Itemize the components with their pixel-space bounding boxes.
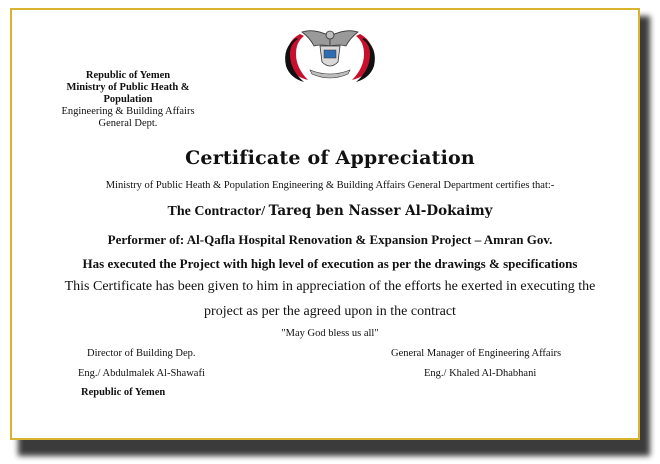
executed-line: Has executed the Project with high level of execution as per the drawings & specifications — [82, 256, 578, 271]
contractor-name: Tareq ben Nasser Al-Dokaimy — [268, 203, 493, 219]
issuer-ministry-line1: Ministry of Public Heath & — [66, 82, 190, 93]
contractor-label: The Contractor/ — [167, 204, 266, 219]
right-signatory-title: General Manager of Engineering Affairs — [391, 348, 562, 359]
issuer-department-line2: General Dept. — [98, 118, 158, 129]
blessing-line: "May God bless us all" — [281, 328, 379, 339]
eagle-emblem-icon — [274, 24, 386, 84]
left-footer-country: Republic of Yemen — [81, 387, 166, 398]
certificate-title: Certificate of Appreciation — [185, 147, 475, 169]
left-signatory-title: Director of Building Dep. — [87, 348, 196, 359]
left-signatory-name: Eng./ Abdulmalek Al-Shawafi — [78, 368, 205, 379]
given-line-2: project as per the agreed upon in the contract — [204, 304, 456, 319]
given-line-1: This Certificate has been given to him in appreciation of the efforts he exerted in executing the — [64, 279, 596, 294]
intro-statement: Ministry of Public Heath & Population Engineering & Building Affairs General Department certifies that:- — [105, 180, 555, 191]
contractor-line — [0, 203, 660, 220]
issuer-department-line1: Engineering & Building Affairs — [61, 106, 195, 117]
issuer-country: Republic of Yemen — [85, 70, 171, 81]
issuer-ministry-line2: Population — [103, 94, 153, 105]
right-signatory-name: Eng./ Khaled Al-Dhabhani — [424, 368, 537, 379]
performer-line: Performer of: Al-Qafla Hospital Renovation & Expansion Project – Amran Gov. — [107, 232, 553, 247]
issuer-header — [40, 70, 216, 130]
